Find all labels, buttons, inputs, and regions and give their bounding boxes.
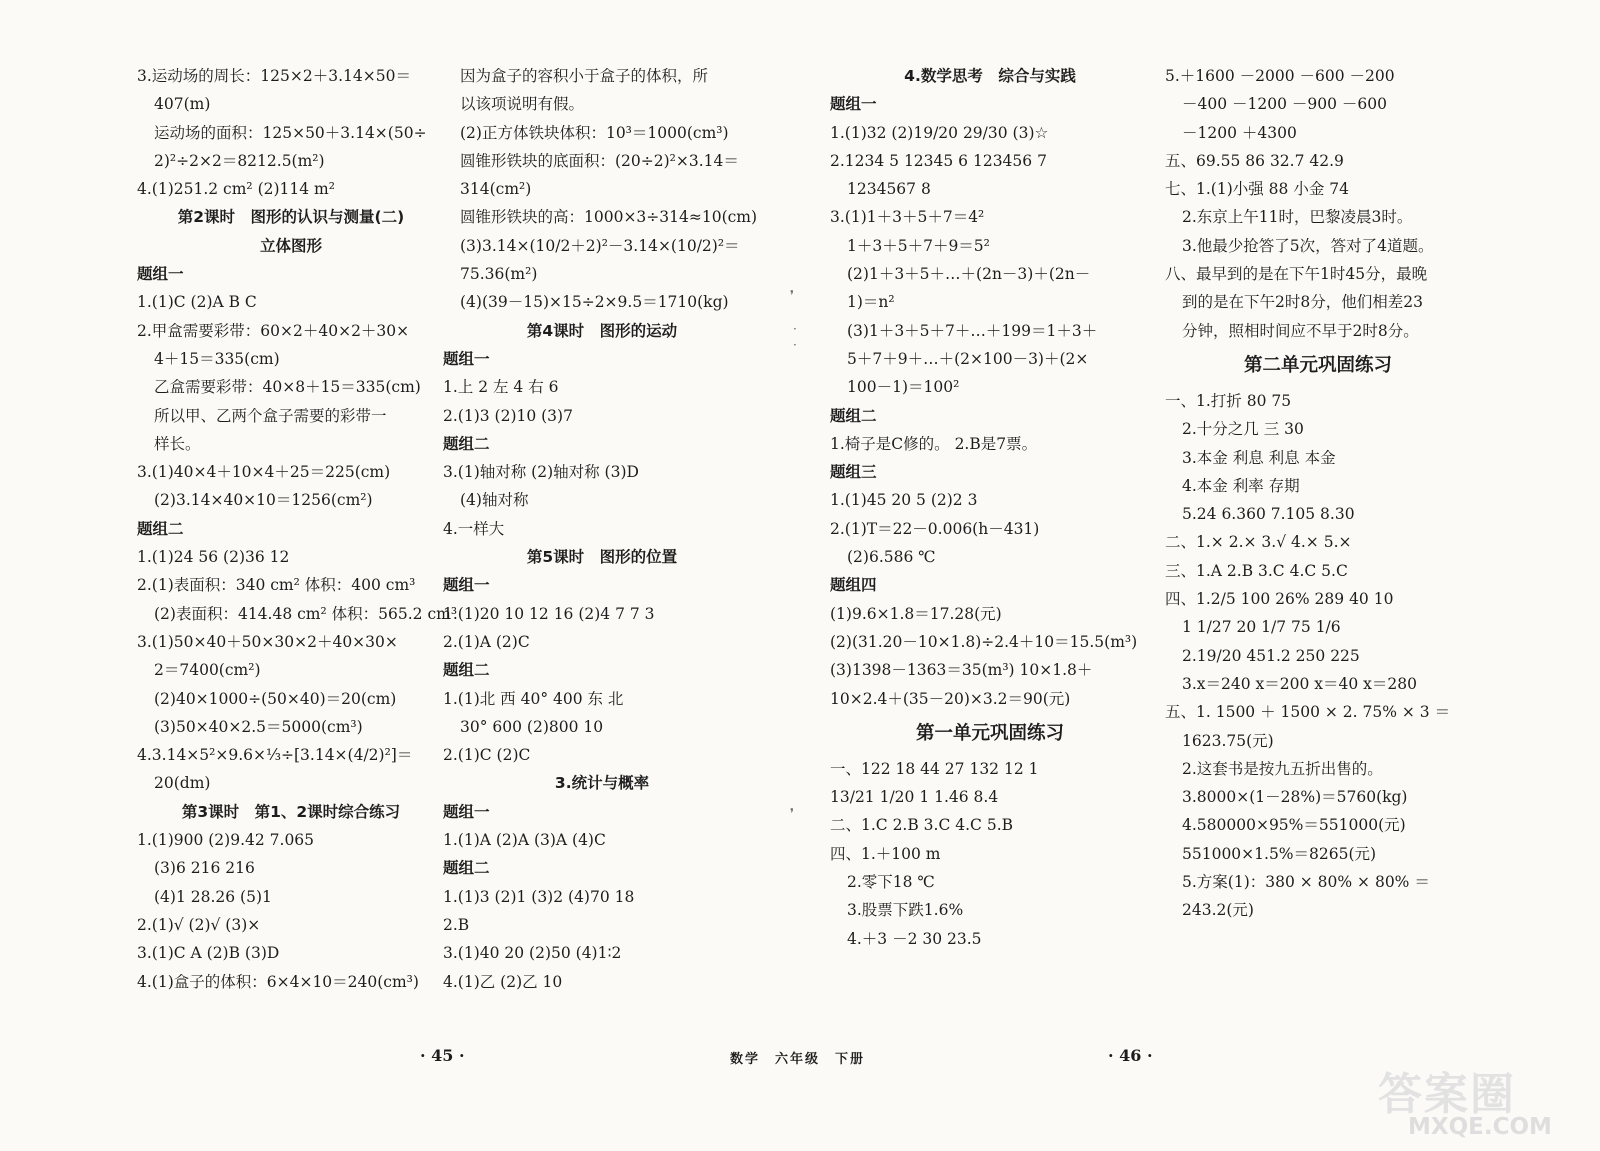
answer-line-continued: 4.580000×95%＝551000(元) — [1182, 816, 1406, 835]
scan-mark: ❜ — [790, 288, 794, 302]
answer-line-continued: 2.零下18 ℃ — [847, 873, 935, 892]
answer-line: 2.(1)T＝22－0.006(h－431) — [830, 519, 1040, 538]
answer-line-continued: (3)6 216 216 — [154, 859, 255, 878]
answer-line: 3.(1)轴对称 (2)轴对称 (3)D — [443, 463, 639, 482]
answer-line: 4.3.14×5²×9.6×⅓÷[3.14×(4/2)²]＝ — [137, 746, 413, 765]
answer-line: 2.甲盒需要彩带：60×2＋40×2＋30× — [137, 321, 410, 340]
answer-line-continued: 314(cm²) — [460, 180, 532, 199]
answer-column-1 — [137, 62, 458, 996]
answer-line-continued: 圆锥形铁块的高：1000×3÷314≈10(cm) — [460, 208, 758, 227]
answer-line: 10×2.4＋(35－20)×3.2＝90(元) — [830, 689, 1071, 708]
scan-mark: · — [793, 322, 797, 336]
answer-line: 2.(1)C (2)C — [443, 746, 531, 765]
answer-line: 八、最早到的是在下午1时45分，最晚 — [1165, 265, 1428, 284]
answer-line: 3.(1)40×4＋10×4＋25＝225(cm) — [137, 463, 391, 482]
answer-column-4 — [1165, 62, 1471, 925]
answer-line: 4.(1)251.2 cm² (2)114 m² — [137, 180, 335, 199]
answer-line: 2.(1)表面积：340 cm² 体积：400 cm³ — [137, 576, 416, 595]
answer-line-continued: (2)40×1000÷(50×40)＝20(cm) — [154, 689, 397, 708]
answer-line-continued: 5＋7＋9＋…＋(2×100－3)＋(2× — [847, 349, 1089, 368]
unit-heading: 第一单元巩固练习 — [915, 722, 1064, 744]
answer-line-continued: 30° 600 (2)800 10 — [460, 717, 604, 736]
answer-line-continued: 243.2(元) — [1182, 901, 1254, 920]
section-heading: 3.统计与概率 — [554, 774, 650, 793]
answer-line-continued: 75.36(m²) — [460, 265, 538, 284]
section-heading: 立体图形 — [259, 236, 322, 255]
page-number-left: · 45 · — [420, 1046, 465, 1065]
unit-heading: 第二单元巩固练习 — [1243, 354, 1392, 376]
question-group-heading: 题组二 — [443, 661, 490, 680]
answer-line: 四、1.2/5 100 26% 289 40 10 — [1165, 590, 1394, 609]
answer-line-continued: 4.本金 利率 存期 — [1182, 476, 1300, 495]
answer-line-continued: 分钟，照相时间应不早于2时8分。 — [1182, 321, 1419, 340]
question-group-heading: 题组二 — [443, 859, 490, 878]
answer-line-continued: －1200 ＋4300 — [1182, 123, 1297, 142]
answer-line: 13/21 1/20 1 1.46 8.4 — [830, 788, 999, 807]
answer-line-continued: 到的是在下午2时8分，他们相差23 — [1182, 293, 1423, 312]
question-group-heading: 题组一 — [830, 95, 877, 114]
answer-line: (1)9.6×1.8＝17.28(元) — [830, 604, 1002, 623]
question-group-heading: 题组一 — [443, 349, 490, 368]
answer-line-continued: 3.股票下跌1.6% — [847, 901, 964, 920]
answer-line-continued: 1 1/27 20 1/7 75 1/6 — [1182, 618, 1341, 637]
answer-line: 4.一样大 — [443, 519, 505, 538]
answer-line-continued: 5.方案(1)：380 × 80% × 80% ＝ — [1182, 873, 1430, 892]
section-heading: 第2课时 图形的认识与测量(二) — [177, 208, 405, 227]
answer-line-continued: (2)1＋3＋5＋…＋(2n－3)＋(2n－ — [847, 265, 1091, 284]
answer-line: 五、69.55 86 32.7 42.9 — [1165, 151, 1344, 170]
answer-line: 2.1234 5 12345 6 123456 7 — [830, 151, 1047, 170]
answer-line: 2.B — [443, 915, 470, 934]
answer-line: 1.(1)32 (2)19/20 29/30 (3)☆ — [830, 123, 1049, 142]
answer-line-continued: 2.十分之几 三 30 — [1182, 420, 1304, 439]
answer-line-continued: 2.东京上午11时，巴黎凌晨3时。 — [1182, 208, 1413, 227]
answer-line: 1.(1)3 (2)1 (3)2 (4)70 18 — [443, 887, 635, 906]
answer-line: 1.(1)45 20 5 (2)2 3 — [830, 491, 978, 510]
watermark-logo — [1378, 1058, 1583, 1144]
answer-line-continued: 551000×1.5%＝8265(元) — [1182, 844, 1377, 863]
answer-line: (2)(31.20－10×1.8)÷2.4＋10＝15.5(m³) — [830, 632, 1138, 651]
answer-line: 1.(1)900 (2)9.42 7.065 — [137, 831, 315, 850]
answer-column-3 — [830, 62, 1150, 953]
answer-line-continued: 407(m) — [154, 95, 211, 114]
answer-line: 1.(1)20 10 12 16 (2)4 7 7 3 — [443, 604, 655, 623]
answer-line-continued: 4＋15＝335(cm) — [154, 349, 280, 368]
answer-line: 2.(1)3 (2)10 (3)7 — [443, 406, 573, 425]
answer-line-continued: (3)3.14×(10/2＋2)²－3.14×(10/2)²＝ — [460, 236, 740, 255]
answer-line-continued: 3.8000×(1－28%)＝5760(kg) — [1182, 788, 1408, 807]
answer-line-continued: (3)50×40×2.5＝5000(cm³) — [154, 717, 363, 736]
answer-line-continued: 2)²÷2×2＝8212.5(m²) — [154, 151, 325, 170]
question-group-heading: 题组一 — [443, 576, 490, 595]
answer-line: 1.(1)北 西 40° 400 东 北 — [443, 689, 624, 708]
answer-line-continued: 3.他最少抢答了5次，答对了4道题。 — [1182, 236, 1434, 255]
answer-line-continued: 5.24 6.360 7.105 8.30 — [1182, 505, 1355, 524]
answer-line: 1.(1)A (2)A (3)A (4)C — [443, 831, 606, 850]
answer-line: 2.(1)A (2)C — [443, 632, 530, 651]
answer-line-continued: 20(dm) — [154, 774, 211, 793]
section-heading: 第3课时 第1、2课时综合练习 — [181, 802, 401, 821]
answer-line-continued: 样长。 — [154, 434, 201, 453]
answer-line-continued: (2)6.586 ℃ — [847, 548, 936, 567]
answer-line-continued: (4)轴对称 — [460, 491, 529, 510]
question-group-heading: 题组三 — [830, 463, 877, 482]
answer-line-continued: (2)3.14×40×10＝1256(cm²) — [154, 491, 373, 510]
answer-line-continued: 1)＝n² — [847, 293, 895, 312]
answer-line: 七、1.(1)小强 88 小金 74 — [1165, 180, 1349, 199]
answer-line-continued: (4)(39－15)×15÷2×9.5＝1710(kg) — [460, 293, 729, 312]
section-heading: 第4课时 图形的运动 — [526, 321, 678, 340]
question-group-heading: 题组二 — [830, 406, 877, 425]
answer-line-continued: 1234567 8 — [847, 180, 931, 199]
question-group-heading: 题组四 — [830, 576, 877, 595]
answer-line-continued: (4)1 28.26 (5)1 — [154, 887, 272, 906]
section-heading: 第5课时 图形的位置 — [526, 548, 678, 567]
answer-line: 五、1. 1500 ＋ 1500 × 2. 75% × 3 ＝ — [1165, 703, 1451, 722]
watermark-url: MXQE.COM — [1408, 1114, 1552, 1140]
answer-line: (3)1398－1363＝35(m³) 10×1.8＋ — [830, 661, 1093, 680]
page-number-right: · 46 · — [1108, 1046, 1153, 1065]
answer-line-continued: 3.x＝240 x＝200 x＝40 x＝280 — [1182, 674, 1418, 693]
answer-line: 1.椅子是C修的。 2.B是7票。 — [830, 434, 1038, 453]
answer-line-continued: (2)正方体铁块体积：10³＝1000(cm³) — [460, 123, 729, 142]
answer-line-continued: 所以甲、乙两个盒子需要的彩带一 — [154, 406, 387, 425]
answer-line: 3.(1)C A (2)B (3)D — [137, 944, 280, 963]
answer-line-continued: 100－1)＝100² — [847, 378, 960, 397]
answer-line: 4.(1)盒子的体积：6×4×10＝240(cm³) — [137, 972, 419, 991]
answer-line-continued: 圆锥形铁块的底面积：(20÷2)²×3.14＝ — [460, 151, 739, 170]
answer-line: 3.(1)40 20 (2)50 (4)1∶2 — [443, 944, 622, 963]
answer-line-continued: 1＋3＋5＋7＋9＝5² — [847, 236, 990, 255]
answer-line: 二、1.× 2.× 3.√ 4.× 5.× — [1165, 533, 1352, 552]
answer-line: 三、1.A 2.B 3.C 4.C 5.C — [1165, 561, 1348, 580]
book-footer: 数学 六年级 下册 — [730, 1052, 866, 1067]
answer-line-continued: (2)表面积：414.48 cm² 体积：565.2 cm³ — [154, 604, 458, 623]
section-heading: 4.数学思考 综合与实践 — [904, 67, 1076, 85]
answer-line: 四、1.＋100 m — [830, 844, 941, 863]
answer-line-continued: (3)1＋3＋5＋7＋…＋199＝1＋3＋ — [847, 321, 1098, 340]
answer-line: 1.(1)C (2)A B C — [137, 293, 257, 312]
answer-column-2 — [443, 62, 761, 996]
answer-line-continued: 3.本金 利息 利息 本金 — [1182, 448, 1336, 467]
answer-line-continued: 1623.75(元) — [1182, 731, 1274, 750]
answer-line-continued: 2＝7400(cm²) — [154, 661, 261, 680]
scan-mark: · — [793, 338, 797, 352]
answer-line: 5.＋1600 －2000 －600 －200 — [1165, 67, 1395, 85]
watermark-text: 答案圈 — [1378, 1069, 1516, 1120]
answer-line: 3.(1)50×40＋50×30×2＋40×30× — [137, 632, 398, 651]
answer-line-continued: 4.＋3 －2 30 23.5 — [847, 929, 982, 948]
answer-line: 1.(1)24 56 (2)36 12 — [137, 548, 290, 567]
answer-line: 一、1.打折 80 75 — [1165, 391, 1292, 410]
question-group-heading: 题组二 — [443, 434, 490, 453]
answer-line: 一、122 18 44 27 132 12 1 — [830, 759, 1039, 778]
answer-line: 2.(1)√ (2)√ (3)× — [137, 915, 261, 934]
scan-mark: ❜ — [790, 806, 794, 820]
answer-line-continued: 因为盒子的容积小于盒子的体积，所 — [460, 67, 709, 85]
question-group-heading: 题组一 — [443, 802, 490, 821]
answer-line-continued: 乙盒需要彩带：40×8＋15＝335(cm) — [154, 378, 421, 397]
answer-line-continued: 以该项说明有假。 — [460, 95, 585, 114]
answer-line: 二、1.C 2.B 3.C 4.C 5.B — [830, 816, 1014, 835]
answer-line-continued: 2.这套书是按九五折出售的。 — [1182, 759, 1383, 778]
answer-line: 3.(1)1＋3＋5＋7＝4² — [830, 208, 985, 227]
answer-line: 1.上 2 左 4 右 6 — [443, 378, 559, 397]
question-group-heading: 题组一 — [137, 265, 184, 284]
answer-line: 3.运动场的周长：125×2＋3.14×50＝ — [137, 67, 411, 85]
answer-line: 4.(1)乙 (2)乙 10 — [443, 972, 563, 991]
answer-line-continued: －400 －1200 －900 －600 — [1182, 95, 1387, 114]
question-group-heading: 题组二 — [137, 519, 184, 538]
answer-line-continued: 2.19/20 451.2 250 225 — [1182, 646, 1360, 665]
answer-line-continued: 运动场的面积：125×50＋3.14×(50÷ — [154, 123, 427, 142]
